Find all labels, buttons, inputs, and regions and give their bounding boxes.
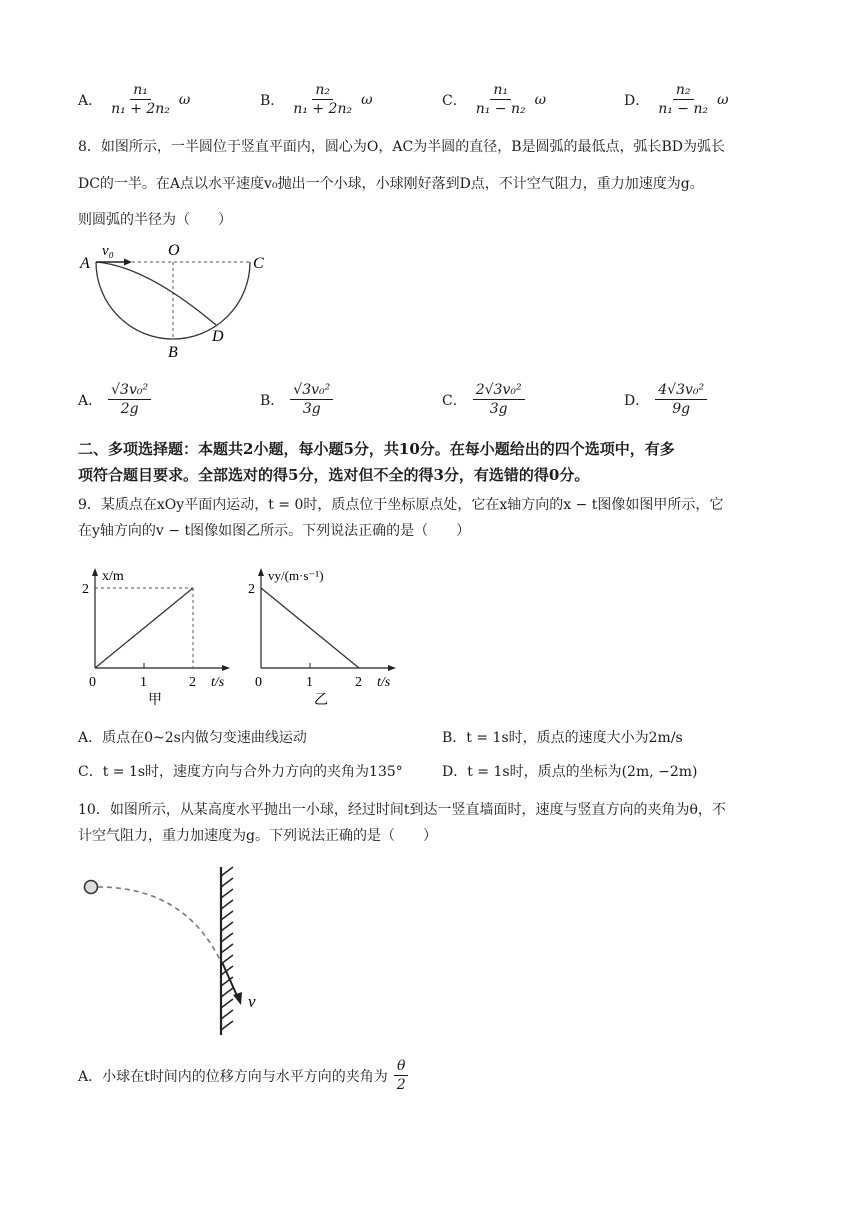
q7-option-b: B． $\frac{\text{n₂}}{\text{n₁ + 2n₂}}$ ω [260, 82, 373, 117]
q7-c-fraction: $\frac{\text{n₁}}{\text{n₁ − n₂}}$ [475, 82, 526, 117]
yi-x-tick-2: 2 [355, 675, 362, 690]
q8-line2: DC的一半。在A点以水平速度v₀抛出一个小球，小球刚好落到D点，不计空气阻力，重力加速度为g。 [78, 176, 704, 192]
q8-line1: 8．如图所示，一半圆位于竖直平面内，圆心为O，AC为半圆的直径，B是圆弧的最低点，弧长BD为弧长 [78, 139, 726, 155]
trajectory-dashed [98, 887, 222, 964]
label-v: v [248, 992, 256, 1011]
wall-hatching [221, 867, 233, 1030]
jia-x-arrowhead [222, 665, 230, 671]
label-v0: v₀ [102, 243, 114, 259]
jia-caption: 甲 [148, 693, 162, 708]
yi-xlabel: t/s [377, 675, 391, 690]
graph-jia [74, 564, 234, 710]
q9-option-d: D．t = 1s时，质点的坐标为(2m, −2m) [442, 764, 698, 780]
q7-b-fraction: $\frac{\text{n₂}}{\text{n₁ + 2n₂}}$ [293, 82, 353, 117]
jia-series-line [95, 588, 193, 668]
q10-option-a: A．小球在t时间内的位移方向与水平方向的夹角为 $\frac{\theta}{2}$ [78, 1058, 409, 1093]
section2-heading-line2: 项符合题目要求。全部选对的得5分，选对但不全的得3分，有选错的得0分。 [78, 466, 590, 484]
q10-line1: 10．如图所示，从某高度水平抛出一小球，经过时间t到达一竖直墙面时，速度与竖直方向的夹角为θ，不 [78, 802, 726, 818]
graph-yi [240, 564, 400, 710]
q8-option-b: B． $\frac{\text{√3v₀²}}{3g}$ [260, 382, 333, 417]
q8-option-c: C． $\frac{\text{2√3v₀²}}{3g}$ [442, 382, 525, 417]
velocity-arrowhead [233, 992, 242, 1005]
yi-y-tick-label: 2 [248, 582, 255, 597]
jia-ylabel: x/m [102, 569, 124, 584]
jia-y-tick-label: 2 [82, 582, 89, 597]
q8-line3: 则圆弧的半径为（ ） [78, 212, 232, 228]
q7-option-c: C． $\frac{\text{n₁}}{\text{n₁ − n₂}}$ ω [442, 82, 547, 117]
yi-x-arrowhead [388, 665, 396, 671]
q7-a-fraction: $\frac{\text{n₁}}{\text{n₁ + 2n₂}}$ [111, 82, 170, 117]
yi-y-arrowhead [258, 568, 264, 576]
q9-line1: 9．某质点在xOy平面内运动，t = 0时，质点位于坐标原点处，它在x轴方向的x − t图像如图甲所示，它 [78, 497, 724, 513]
theta-half-fraction: $\frac{\theta}{2}$ [394, 1058, 409, 1093]
q8-option-a: A． $\frac{\text{√3v₀²}}{2g}$ [78, 382, 151, 417]
q7-d-fraction: $\frac{\text{n₂}}{\text{n₁ − n₂}}$ [658, 82, 709, 117]
q10-line2: 计空气阻力，重力加速度为g。下列说法正确的是（ ） [78, 828, 437, 844]
q7-option-a: A． $\frac{\text{n₁}}{\text{n₁ + 2n₂}}$ ω [78, 82, 191, 117]
jia-x-tick-1: 1 [140, 675, 147, 690]
yi-x-tick-0: 0 [255, 675, 262, 690]
q10-wall-figure [76, 862, 276, 1040]
v0-arrowhead [124, 259, 132, 266]
trajectory-curve [96, 262, 216, 325]
jia-x-tick-0: 0 [89, 675, 96, 690]
q8-semicircle-figure [76, 238, 276, 360]
label-b: B [168, 344, 178, 360]
q9-option-a: A．质点在0~2s内做匀变速曲线运动 [78, 730, 307, 746]
ball [85, 881, 98, 894]
jia-xlabel: t/s [211, 675, 225, 690]
q8-option-d: D． $\frac{\text{4√3v₀²}}{9g}$ [624, 382, 707, 417]
label-o: O [168, 242, 180, 259]
q7-option-d: D． $\frac{\text{n₂}}{\text{n₁ − n₂}}$ ω [624, 82, 729, 117]
yi-ylabel: vy/(m·s⁻¹) [268, 568, 324, 583]
yi-x-tick-1: 1 [306, 675, 313, 690]
yi-series-line [261, 588, 359, 668]
section2-heading-line1: 二、多项选择题：本题共2小题，每小题5分，共10分。在每小题给出的四个选项中，有多 [78, 440, 675, 458]
q9-line2: 在y轴方向的v − t图像如图乙所示。下列说法正确的是（ ） [78, 523, 471, 539]
yi-caption: 乙 [314, 693, 328, 708]
q9-option-c: C．t = 1s时，速度方向与合外力方向的夹角为135° [78, 764, 403, 780]
q9-option-b: B．t = 1s时，质点的速度大小为2m/s [442, 730, 683, 746]
jia-y-arrowhead [92, 568, 98, 576]
label-c: C [253, 255, 264, 272]
label-d: D [212, 328, 224, 345]
label-a: A [80, 255, 90, 272]
jia-x-tick-2: 2 [189, 675, 196, 690]
